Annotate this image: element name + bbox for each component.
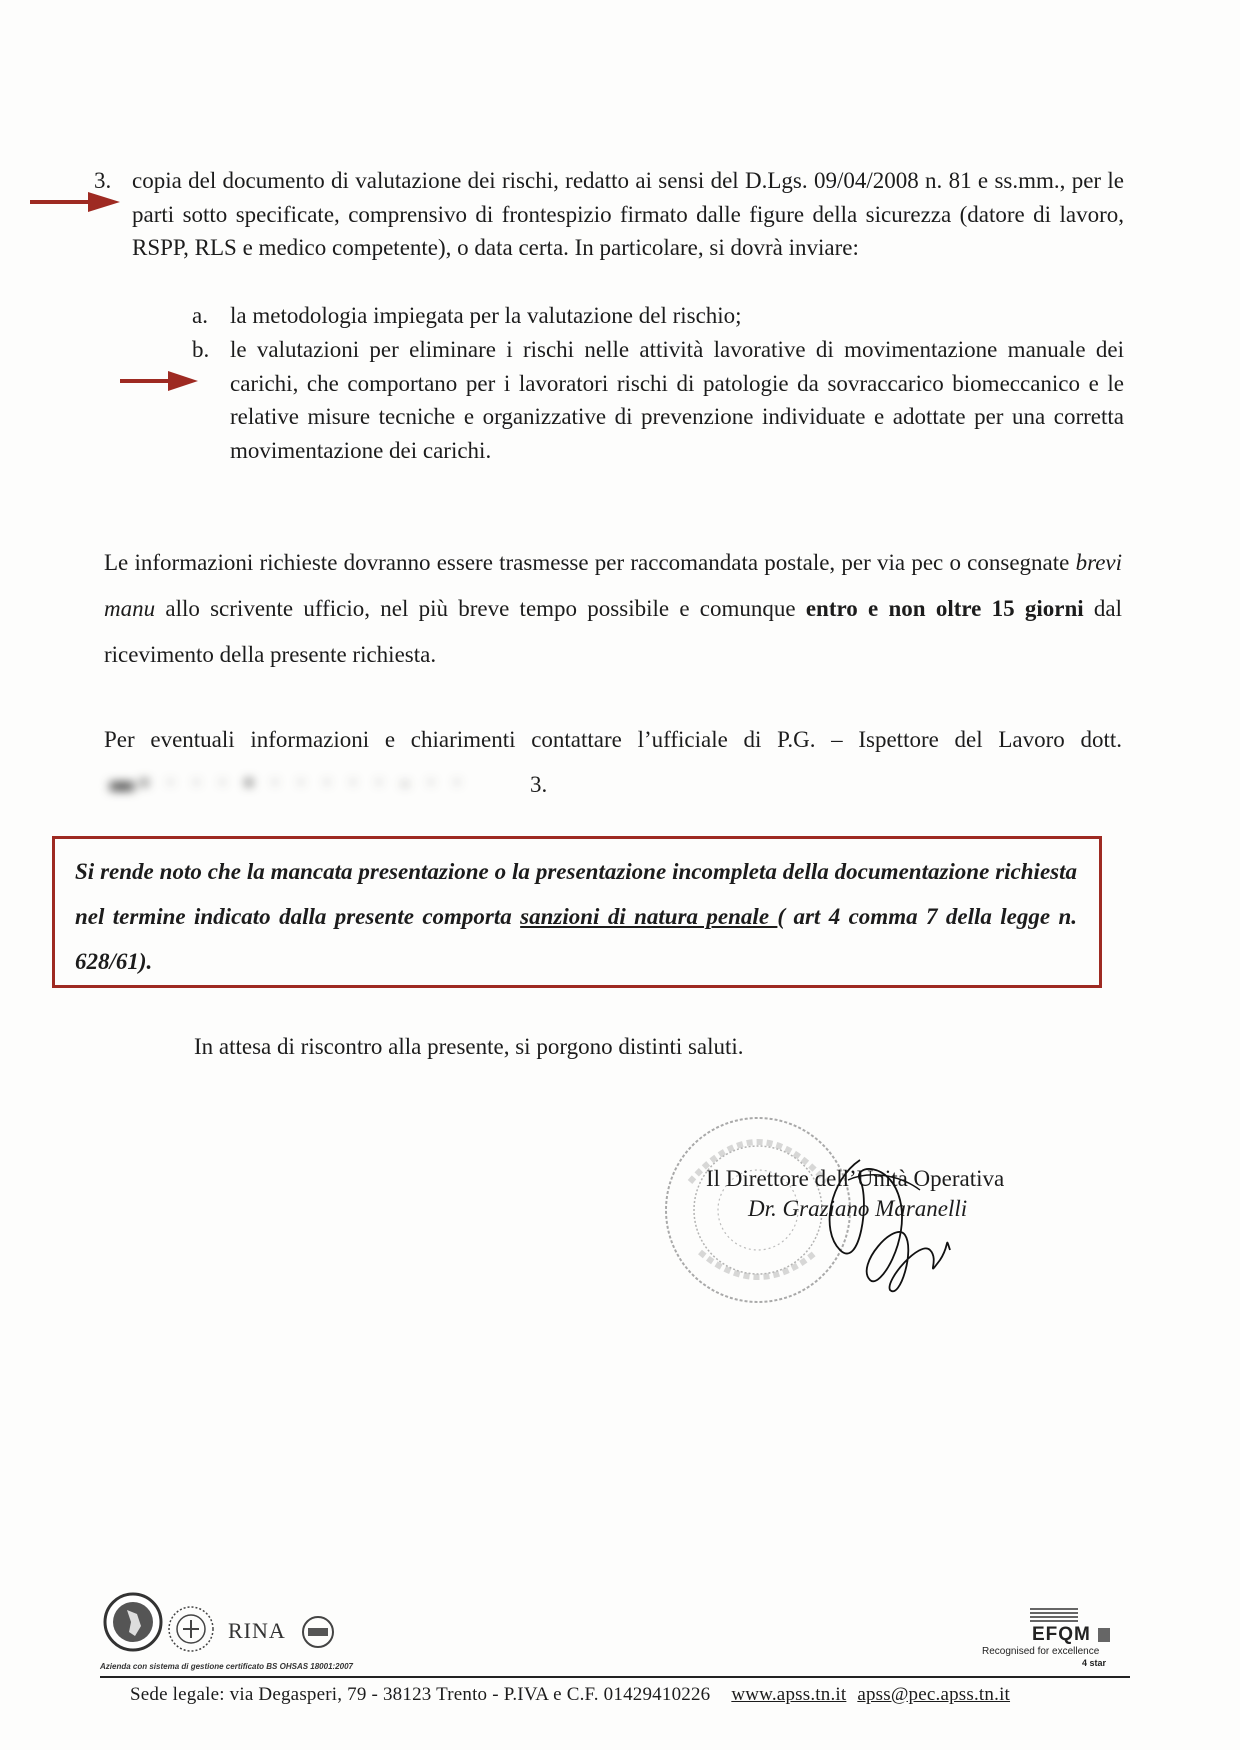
footer-pec-link[interactable]: apss@pec.apss.tn.it	[857, 1684, 1011, 1705]
cert-caption: Azienda con sistema di gestione certificato BS OHSAS 18001:2007	[100, 1662, 353, 1671]
info-paragraph	[104, 540, 1122, 678]
signature-name: Dr. Graziano Maranelli	[748, 1196, 968, 1221]
sub-item-a-letter: a.	[192, 303, 208, 328]
efqm-title: EFQM	[1032, 1624, 1091, 1645]
sub-item-b-letter: b.	[192, 337, 210, 362]
info-text-2: allo scrivente ufficio, nel più breve tempo possibile e comunque	[155, 596, 806, 621]
item-3-number: 3.	[94, 168, 112, 193]
handwritten-signature-icon	[800, 1140, 970, 1305]
efqm-subtitle: Recognised for excellence	[982, 1646, 1100, 1657]
warning-text-1: Si rende noto che la mancata presentazione o la presentazione incompleta della documentazione richiesta nel termine indicato dalla presente comporta	[75, 859, 1077, 929]
closing-text: In attesa di riscontro alla presente, si porgono distinti saluti.	[194, 1034, 744, 1059]
efqm-logo	[968, 1608, 1112, 1668]
warning-box	[52, 836, 1102, 988]
footer-website-link[interactable]: www.apss.tn.it	[731, 1684, 847, 1705]
red-arrow-icon	[30, 190, 120, 214]
rina-badge-icon	[300, 1614, 336, 1650]
signature-title: Il Direttore dell’Unità Operativa	[706, 1166, 1005, 1191]
contact-paragraph: Per eventuali informazioni e chiarimenti contattare l’ufficiale di P.G. – Ispettore del Lavoro dott.	[104, 727, 1122, 752]
accredia-logo-icon	[103, 1592, 163, 1652]
info-italic: brevi manu	[104, 550, 1122, 621]
warning-text-2: ( art 4 comma 7 della legge n. 628/61).	[75, 904, 1077, 974]
info-text-1: Le informazioni richieste dovranno essere trasmesse per raccomandata postale, per via pec o consegnate	[104, 550, 1076, 575]
warning-penalty: sanzioni di natura penale	[520, 904, 778, 929]
footer-rule	[100, 1676, 1130, 1678]
info-text-3: dal ricevimento della presente richiesta.	[104, 596, 1123, 667]
sub-item-a-text: la metodologia impiegata per la valutazione del rischio;	[230, 303, 742, 328]
redacted-suffix: 3.	[530, 772, 548, 797]
info-deadline: entro e non oltre 15 giorni	[805, 596, 1084, 621]
rina-logo-text: RINA	[228, 1618, 286, 1643]
warning-text	[75, 849, 1077, 984]
efqm-bars	[1030, 1608, 1078, 1624]
footer-address-line	[130, 1684, 1010, 1706]
redacted-name: ▬▪ · · · ▪ · · · · · - · ·	[110, 770, 467, 796]
efqm-stars: 4 star	[1082, 1658, 1107, 1668]
efqm-square	[1098, 1628, 1110, 1642]
contact-line-2	[104, 768, 604, 804]
footer-address: Sede legale: via Degasperi, 79 - 38123 Trento - P.IVA e C.F. 01429410226	[130, 1684, 711, 1705]
item-3-text: copia del documento di valutazione dei rischi, redatto ai sensi del D.Lgs. 09/04/2008 n. 81 e ss.mm., per le parti sotto specificate, comprensivo di frontespizio firmato dalle figure della sicurezza (datore di lavoro, RSPP, RLS e medico competente), o data certa. In particolare, si dovrà inviare:	[132, 168, 1124, 260]
red-arrow-icon	[120, 369, 198, 393]
rina-emblem-icon	[166, 1604, 216, 1654]
sub-item-b-text: le valutazioni per eliminare i rischi nelle attività lavorative di movimentazione manuale dei carichi, che comportano per i lavoratori rischi di patologie da sovraccarico biomeccanico e le relative misure tecniche e organizzative di prevenzione individuate e adottate per una corretta movimentazione dei carichi.	[230, 337, 1124, 463]
